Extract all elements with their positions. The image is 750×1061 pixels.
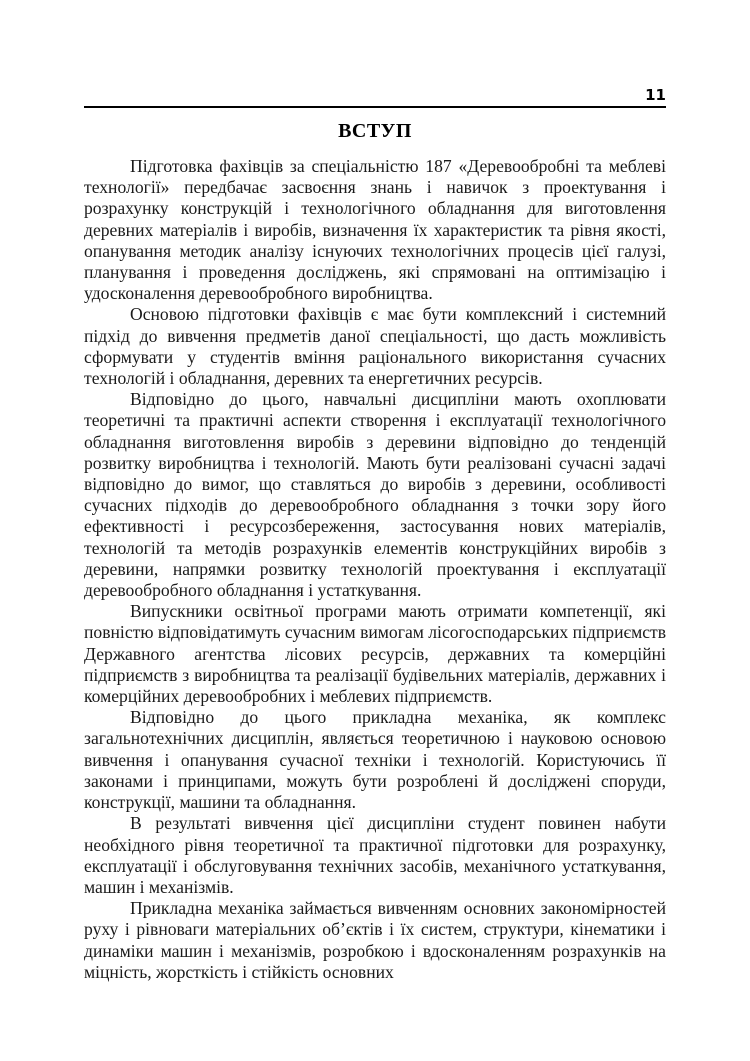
paragraph: В результаті вивчення цієї дисципліни студент повинен набути необхідного рівня теоретичної та практичної підготовки для розрахунку, експлуатації і обслуговування технічних засобів, механічного устаткування, машин і механізмів. [84, 813, 666, 897]
paragraph: Відповідно до цього, навчальні дисципліни мають охоплювати теоретичні та практичні аспекти створення і експлуатації технологічного обладнання виготовлення виробів з деревини відповідно до тенденцій розвитку виробництва і технологій. Мають бути реалізовані сучасні задачі відповідно до вимог, що ставляться до виробів з деревини, особливості сучасних підходів до деревообробного обладнання з точки зору його ефективності і ресурсозбереження, застосування нових матеріалів, технологій та методів розрахунків елементів конструкційних виробів з деревини, напрямки розвитку технологій проектування і експлуатації деревообробного обладнання і устаткування. [84, 389, 666, 601]
paragraph: Випускники освітньої програми мають отримати компетенції, які повністю відповідатимуть сучасним вимогам лісогосподарських підприємств Державного агентства лісових ресурсів, державних та комерційні підприємств з виробництва та реалізації будівельних матеріалів, державних і комерційних деревообробних і меблевих підприємств. [84, 601, 667, 707]
section-title: ВСТУП [338, 120, 412, 142]
paragraph: Відповідно до цього прикладна механіка, як комплекс загальнотехнічних дисциплін, являється теоретичною і науковою основою вивчення і опанування сучасної техніки і технологій. Користуючись її законами і принципами, можуть бути розроблені й досліджені споруди, конструкції, машини та обладнання. [84, 707, 666, 813]
paragraph: Підготовка фахівців за спеціальністю 187 «Деревообробні та меблеві технології» передбачає засвоєння знань і навичок з проектування і розрахунку конструкцій і технологічного обладнання для виготовлення деревних матеріалів і виробів, визначення їх характеристик та рівня якості, опанування методик аналізу існуючих технологічних процесів цієї галузі, планування і проведення досліджень, які спрямовані на оптимізацію і удосконалення деревообробного виробництва. [84, 156, 666, 304]
body-text [84, 156, 666, 983]
paragraph: Прикладна механіка займається вивченням основних закономірностей руху і рівноваги матеріальних об’єктів і їх систем, структури, кінематики і динаміки машин і механізмів, розробкою і вдосконаленням розрахунків на міцність, жорсткість і стійкість основних [84, 898, 666, 982]
page-header [84, 82, 666, 108]
paragraph: Основою підготовки фахівців є має бути комплексний і системний підхід до вивчення предметів даної спеціальності, що дасть можливість сформувати у студентів вміння раціонального використання сучасних технологій і обладнання, деревних та енергетичних ресурсів. [84, 304, 666, 389]
page-number: 11 [645, 86, 666, 104]
